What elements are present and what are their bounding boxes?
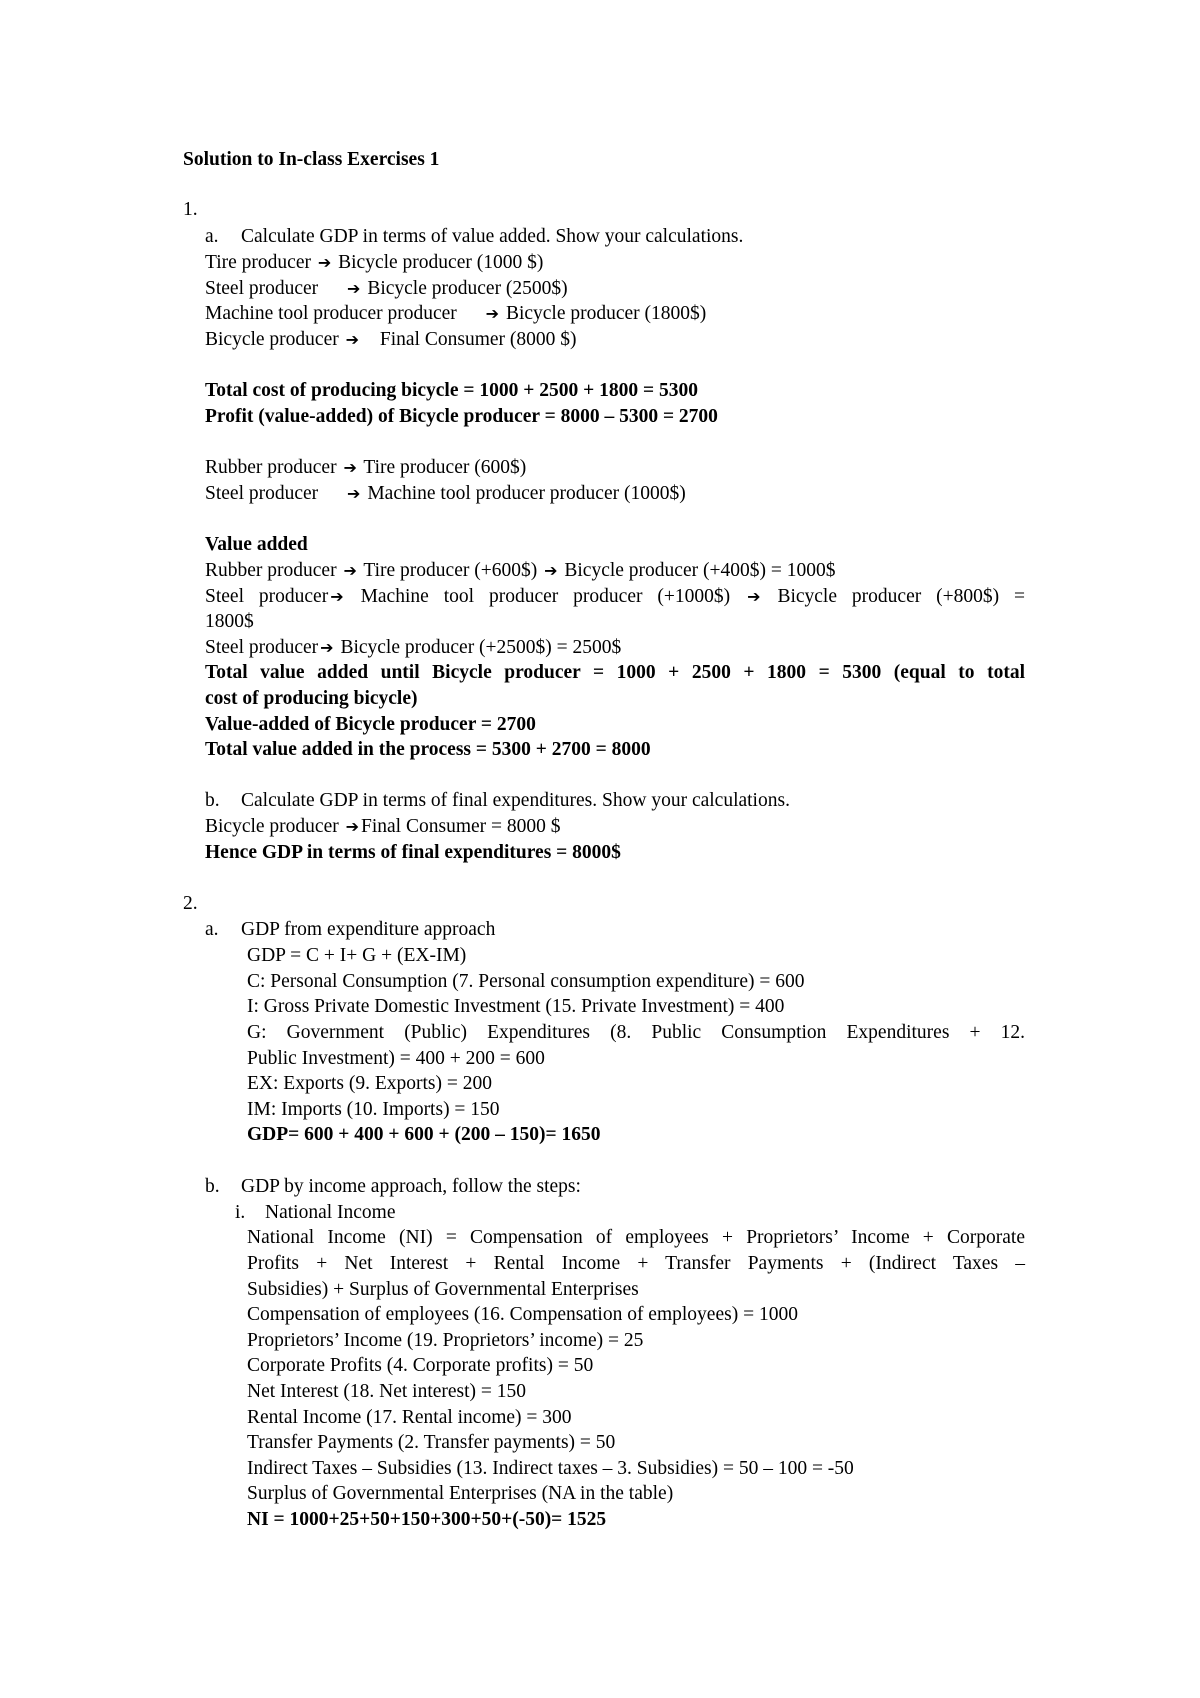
ni-line-proprietors: Proprietors’ Income (19. Proprietors’ income) = 25	[247, 1330, 644, 1351]
q1b-from: Bicycle producer	[205, 816, 339, 837]
va-r1-c: Bicycle producer (+400$) = 1000$	[564, 560, 836, 581]
gdp-result-line: GDP= 600 + 400 + 600 + (200 – 150)= 1650	[247, 1124, 601, 1145]
arrow-icon: ➔	[544, 561, 558, 580]
q2bi-marker: i.	[235, 1202, 246, 1223]
exp-line-g: G: Government (Public) Expenditures (8. Public Consumption Expenditures + 12.	[247, 1022, 1025, 1043]
chain-machine-from: Machine tool producer producer	[205, 303, 457, 324]
ni-line-transfer: Transfer Payments (2. Transfer payments) = 50	[247, 1432, 616, 1453]
chain-line-machine	[205, 301, 706, 327]
ni-line-corporate: Corporate Profits (4. Corporate profits) = 50	[247, 1355, 594, 1376]
q2a-marker: a.	[205, 919, 219, 940]
q2bi-text: National Income	[265, 1202, 396, 1223]
chain-line-steel	[205, 276, 568, 302]
va-r3-b: Bicycle producer (+2500$) = 2500$	[340, 637, 622, 658]
hence-line: Hence GDP in terms of final expenditures = 8000$	[205, 842, 621, 863]
q1b-chain	[205, 814, 561, 840]
va-line-steel-machine-cont: 1800$	[205, 611, 254, 632]
chain-bicycle-to: Final Consumer (8000 $)	[379, 329, 577, 350]
exp-line-g-cont: Public Investment) = 400 + 200 = 600	[247, 1048, 545, 1069]
exp-line-ex: EX: Exports (9. Exports) = 200	[247, 1073, 492, 1094]
ni-definition-line-3: Subsidies) + Surplus of Governmental Enterprises	[247, 1279, 639, 1300]
chain-steel-to: Bicycle producer (2500$)	[367, 278, 568, 299]
va-r3-a: Steel producer	[205, 637, 319, 658]
ni-line-indirect-taxes: Indirect Taxes – Subsidies (13. Indirect taxes – 3. Subsidies) = 50 – 100 = -50	[247, 1458, 854, 1479]
q1-number: 1.	[183, 199, 198, 220]
q2a-text: GDP from expenditure approach	[241, 919, 496, 940]
va-line-steel-bicycle	[205, 635, 621, 661]
q1b-marker: b.	[205, 790, 220, 811]
total-process-line: Total value added in the process = 5300 + 2700 = 8000	[205, 739, 651, 760]
chain-machine-to: Bicycle producer (1800$)	[505, 303, 707, 324]
ni-line-surplus: Surplus of Governmental Enterprises (NA in the table)	[247, 1483, 674, 1504]
ni-line-interest: Net Interest (18. Net interest) = 150	[247, 1381, 527, 1402]
ni-line-rental: Rental Income (17. Rental income) = 300	[247, 1407, 572, 1428]
arrow-icon: ➔	[317, 253, 332, 272]
chain2-line-steel	[205, 481, 686, 507]
exp-line-gdp: GDP = C + I+ G + (EX-IM)	[247, 945, 467, 966]
arrow-icon: ➔	[485, 304, 500, 323]
q1a-text: Calculate GDP in terms of value added. Show your calculations.	[241, 226, 744, 247]
q1b-to: Final Consumer = 8000 $	[361, 816, 561, 837]
chain2-steel-to: Machine tool producer producer (1000$)	[367, 483, 686, 504]
chain-bicycle-from: Bicycle producer	[205, 329, 339, 350]
ni-definition-line-2: Profits + Net Interest + Rental Income + Transfer Payments + (Indirect Taxes –	[247, 1253, 1025, 1274]
ni-definition-line-1: National Income (NI) = Compensation of employees + Proprietors’ Income + Corporate	[247, 1227, 1025, 1248]
va-r2-c: Bicycle producer (+800$) =	[777, 586, 1026, 607]
q2b-marker: b.	[205, 1176, 220, 1197]
va-r2-b: Machine tool producer producer (+1000$)	[360, 586, 731, 607]
arrow-icon: ➔	[343, 561, 357, 580]
chain-tire-to: Bicycle producer (1000 $)	[338, 252, 544, 273]
chain-line-tire	[205, 250, 543, 276]
arrow-icon: ➔	[320, 638, 334, 657]
exp-line-c: C: Personal Consumption (7. Personal consumption expenditure) = 600	[247, 971, 805, 992]
q1a-marker: a.	[205, 226, 219, 247]
ni-result-line: NI = 1000+25+50+150+300+50+(-50)= 1525	[247, 1509, 607, 1530]
arrow-icon: ➔	[347, 279, 361, 298]
va-line-steel-machine	[205, 584, 1025, 610]
q1b-text: Calculate GDP in terms of final expenditures. Show your calculations.	[241, 790, 790, 811]
total-cost-line: Total cost of producing bicycle = 1000 + 2500 + 1800 = 5300	[205, 380, 698, 401]
chain2-steel-from: Steel producer	[205, 483, 319, 504]
q2-number: 2.	[183, 893, 198, 914]
total-va-line-1: Total value added until Bicycle producer = 1000 + 2500 + 1800 = 5300 (equal to total	[205, 662, 1025, 683]
chain2-rubber-from: Rubber producer	[205, 457, 337, 478]
va-line-rubber	[205, 558, 835, 584]
arrow-icon: ➔	[330, 587, 344, 606]
chain-steel-from: Steel producer	[205, 278, 319, 299]
va-r1-a: Rubber producer	[205, 560, 337, 581]
total-va-line-2: cost of producing bicycle)	[205, 688, 418, 709]
arrow-icon: ➔	[345, 330, 360, 349]
arrow-icon: ➔	[343, 458, 357, 477]
arrow-icon: ➔	[747, 587, 761, 606]
va-r2-a: Steel producer	[205, 586, 329, 607]
profit-line: Profit (value-added) of Bicycle producer = 8000 – 5300 = 2700	[205, 406, 718, 427]
chain2-rubber-to: Tire producer (600$)	[363, 457, 527, 478]
q2b-text: GDP by income approach, follow the steps:	[241, 1176, 581, 1197]
document-title: Solution to In-class Exercises 1	[183, 149, 440, 170]
va-bicycle-line: Value-added of Bicycle producer = 2700	[205, 714, 536, 735]
value-added-heading: Value added	[205, 534, 308, 555]
ni-line-compensation: Compensation of employees (16. Compensation of employees) = 1000	[247, 1304, 798, 1325]
arrow-icon: ➔	[345, 817, 360, 836]
exp-line-i: I: Gross Private Domestic Investment (15. Private Investment) = 400	[247, 996, 785, 1017]
chain-line-bicycle	[205, 327, 577, 353]
chain-tire-from: Tire producer	[205, 252, 311, 273]
va-r1-b: Tire producer (+600$)	[363, 560, 538, 581]
exp-line-im: IM: Imports (10. Imports) = 150	[247, 1099, 500, 1120]
arrow-icon: ➔	[347, 484, 361, 503]
chain2-line-rubber	[205, 455, 526, 481]
